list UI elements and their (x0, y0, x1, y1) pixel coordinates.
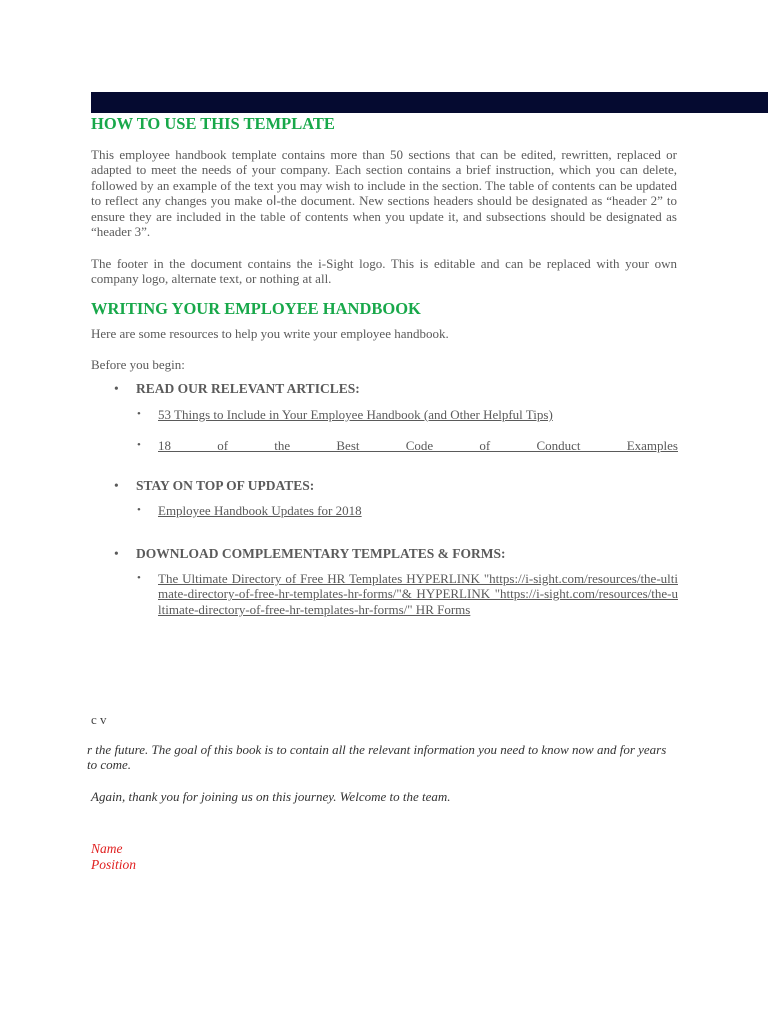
bullet-marker: • (137, 504, 141, 516)
list-item (137, 503, 678, 518)
letter-welcome: Again, thank you for joining us on this journey. Welcome to the team. (91, 789, 451, 804)
bullet-marker: • (137, 408, 141, 420)
link-hr-templates[interactable]: The Ultimate Directory of Free HR Templates HYPERLINK "https://i-sight.com/resources/the-ultimate-directory-of-free-hr-templates-hr-forms/"& HYPERLINK "https://i-sight.com/resources/the-ultimate-directory-of-free-hr-templates-hr-forms/" HR Forms (158, 571, 678, 617)
list-item (137, 438, 678, 453)
before-you-begin: Before you begin: (91, 357, 185, 372)
heading-how-to-use: HOW TO USE THIS TEMPLATE (91, 114, 335, 133)
link-code-of-conduct[interactable]: 18 of the Best Code of Conduct Examples (158, 438, 678, 453)
group-title: DOWNLOAD COMPLEMENTARY TEMPLATES & FORMS: (136, 546, 506, 561)
group-updates (114, 478, 314, 494)
link-53-things[interactable]: 53 Things to Include in Your Employee Handbook (and Other Helpful Tips) (158, 407, 553, 422)
bullet-marker: • (114, 478, 119, 493)
resources-intro: Here are some resources to help you write your employee handbook. (91, 326, 449, 341)
group-read-articles (114, 381, 360, 397)
list-item (137, 571, 678, 617)
bullet-marker: • (137, 439, 141, 451)
group-title: READ OUR RELEVANT ARTICLES: (136, 381, 360, 396)
group-templates (114, 546, 506, 562)
link-handbook-updates[interactable]: Employee Handbook Updates for 2018 (158, 503, 362, 518)
letter-paragraph: r the future. The goal of this book is to contain all the relevant information you need to know now and for years to come. (87, 742, 667, 773)
footer-note: The footer in the document contains the i-Sight logo. This is editable and can be replaced with your own company logo, alternate text, or nothing at all. (91, 256, 677, 287)
bullet-marker: • (114, 546, 119, 561)
list-item (137, 407, 678, 422)
signature-name: Name (91, 841, 123, 856)
stray-text: c v (91, 712, 107, 727)
bullet-marker: • (114, 381, 119, 396)
bullet-marker: • (137, 572, 141, 584)
signature-position: Position (91, 857, 137, 872)
heading-writing-handbook: WRITING YOUR EMPLOYEE HANDBOOK (91, 299, 421, 318)
header-bar (91, 92, 768, 113)
group-title: STAY ON TOP OF UPDATES: (136, 478, 315, 493)
template-instructions: This employee handbook template contains more than 50 sections that can be edited, rewritten, replaced or adapted to meet the needs of your company. Each section contains a brief instruction, which you can delete, followed by an example of the text you may wish to include in the section. The table of contents can be updated to reflect any changes you make oا-the document. New sections headers should be designated as “header 2” to ensure they are included in the table of contents when you update it, and subsections should be designated as “header 3”. (91, 147, 677, 240)
